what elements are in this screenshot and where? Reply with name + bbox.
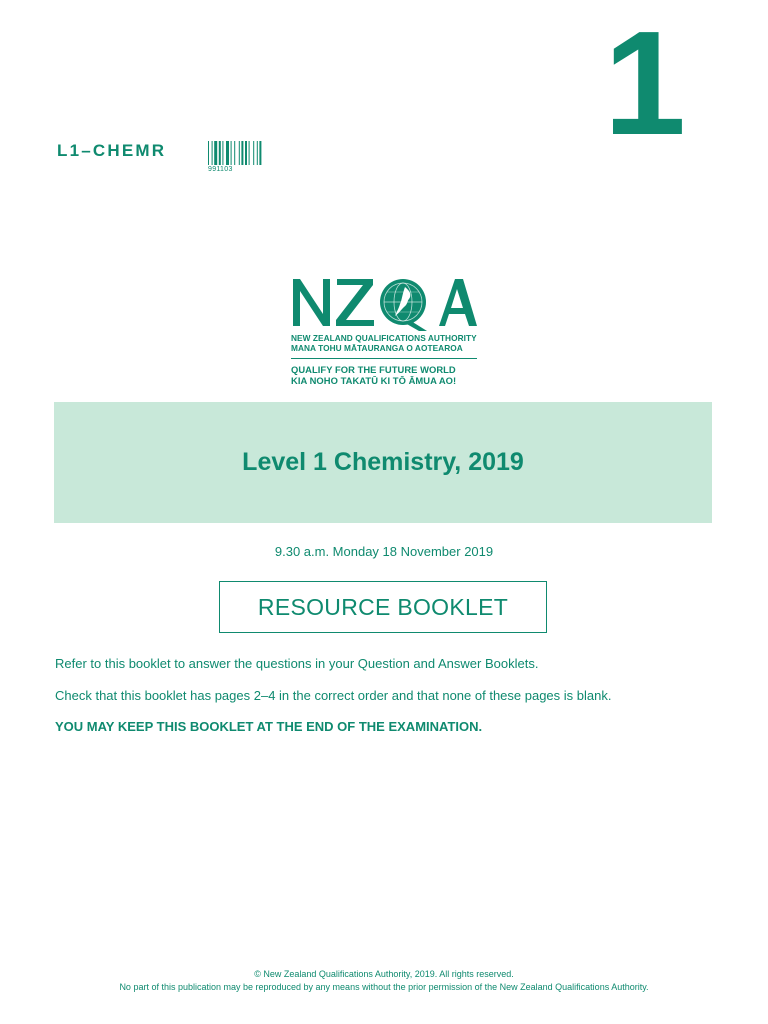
copyright-notice: © New Zealand Qualifications Authority, 2019. All rights reserved. [254, 969, 514, 979]
barcode-bar [212, 141, 213, 165]
barcode-bar [231, 141, 232, 165]
barcode-bar [245, 141, 247, 165]
nzqa-logo [291, 273, 477, 386]
barcode-bar [249, 141, 250, 165]
barcode-bar [241, 141, 243, 165]
barcode-bar [226, 141, 229, 165]
logo-name-maori: MANA TOHU MĀTAURANGA O AOTEAROA [291, 343, 463, 353]
logo-name-english: NEW ZEALAND QUALIFICATIONS AUTHORITY [291, 333, 477, 343]
logo-tagline-maori: KIA NOHO TAKATŪ KI TŌ ĀMUA AO! [291, 375, 457, 386]
footer [0, 968, 768, 994]
barcode [208, 141, 300, 173]
barcode-number: 991103 [208, 166, 233, 173]
barcode-bar [259, 141, 261, 165]
exam-date: 9.30 a.m. Monday 18 November 2019 [274, 544, 494, 559]
barcode-bar [219, 141, 221, 165]
booklet-label: RESOURCE BOOKLET [257, 593, 509, 620]
reproduction-notice: No part of this publication may be reproduced by any means without the prior permission of the New Zealand Qualifications Authority. [119, 982, 649, 992]
barcode-bar [214, 141, 217, 165]
instruction-line-3: YOU MAY KEEP THIS BOOKLET AT THE END OF THE EXAMINATION. [55, 719, 483, 734]
title-band [54, 402, 712, 523]
barcode-bar [222, 141, 223, 165]
paper-code: L1–CHEMR [57, 141, 167, 160]
logo-tagline-english: QUALIFY FOR THE FUTURE WORLD [291, 364, 456, 375]
barcode-bar [234, 141, 235, 165]
logo-divider [291, 358, 477, 359]
barcode-bar [257, 141, 258, 165]
instruction-line-2: Check that this booklet has pages 2–4 in the correct order and that none of these pages is blank. [55, 687, 612, 703]
nzqa-wordmark [291, 273, 477, 333]
instructions [55, 656, 715, 751]
booklet-label-box [219, 581, 547, 633]
barcode-bar [239, 141, 240, 165]
level-number: 1 [603, 1, 686, 166]
barcode-bars [208, 141, 298, 165]
exam-title: Level 1 Chemistry, 2019 [242, 448, 524, 476]
barcode-bar [208, 141, 209, 165]
instruction-line-1: Refer to this booklet to answer the questions in your Question and Answer Booklets. [55, 656, 539, 671]
barcode-bar [253, 141, 254, 165]
